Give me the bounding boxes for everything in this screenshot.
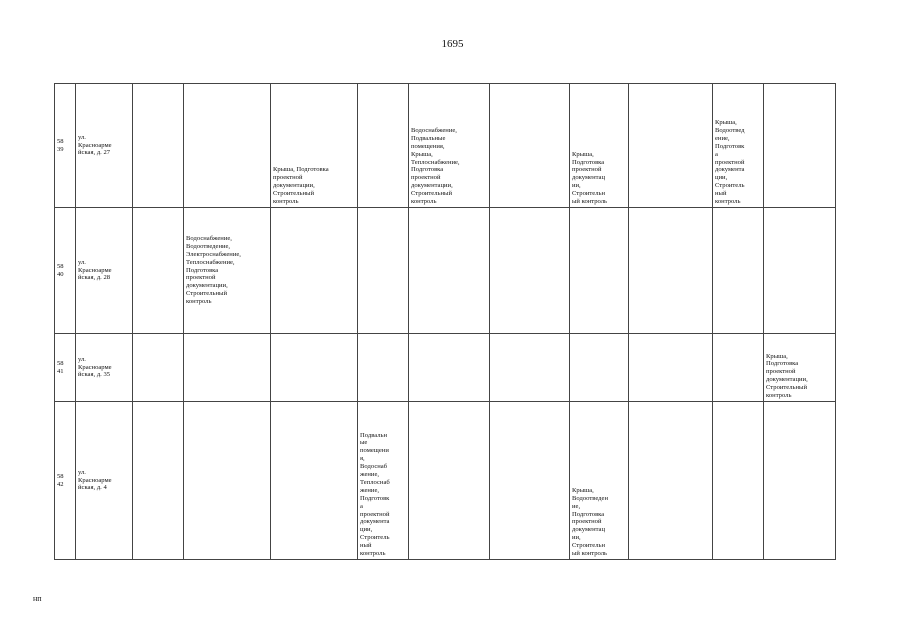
row-number: 58 42 (55, 402, 76, 560)
work-cell: Крыша, Подготовка проектной документац ии, Строительн ый контроль (570, 84, 629, 208)
row-number: 58 39 (55, 84, 76, 208)
work-cell (764, 208, 836, 334)
work-cell (358, 84, 409, 208)
table-row (55, 208, 836, 334)
work-cell (358, 208, 409, 334)
table-row (55, 334, 836, 402)
work-cell (133, 208, 184, 334)
work-cell (409, 208, 490, 334)
work-cell (184, 402, 271, 560)
work-cell (713, 208, 764, 334)
work-cell (271, 402, 358, 560)
footer-mark: нп (33, 594, 42, 603)
work-cell: Водоснабжение, Подвальные помещения, Крыша, Теплоснабжение, Подготовка проектной документации, Строительный контроль (409, 84, 490, 208)
address-cell: ул. Красноарме йская, д. 35 (76, 334, 133, 402)
row-number: 58 41 (55, 334, 76, 402)
work-cell (184, 334, 271, 402)
work-cell (713, 402, 764, 560)
row-number: 58 40 (55, 208, 76, 334)
work-cell (271, 208, 358, 334)
repair-schedule-table (54, 83, 836, 560)
work-cell (133, 334, 184, 402)
work-cell (184, 84, 271, 208)
work-cell (713, 334, 764, 402)
work-cell (764, 84, 836, 208)
address-cell: ул. Красноарме йская, д. 28 (76, 208, 133, 334)
work-cell (490, 402, 570, 560)
address-cell: ул. Красноарме йская, д. 4 (76, 402, 133, 560)
work-cell (490, 208, 570, 334)
work-cell: Подвальн ые помещени я, Водоснаб жение, Теплоснаб жение, Подготовк а проектной документа ции, Строитель ный контроль (358, 402, 409, 560)
work-cell (490, 84, 570, 208)
table-row (55, 402, 836, 560)
work-cell (570, 334, 629, 402)
work-cell (133, 402, 184, 560)
work-cell: Водоснабжение, Водоотведение, Электроснабжение, Теплоснабжение, Подготовка проектной документации, Строительный контроль (184, 208, 271, 334)
work-cell (409, 402, 490, 560)
work-cell (629, 208, 713, 334)
work-cell (629, 334, 713, 402)
work-cell (409, 334, 490, 402)
work-cell: Крыша, Водоотвед ение, Подготовк а проектной документа ции, Строитель ный контроль (713, 84, 764, 208)
work-cell (570, 208, 629, 334)
work-cell: Крыша, Водоотведен ие, Подготовка проектной документац ии, Строительн ый контроль (570, 402, 629, 560)
address-cell: ул. Красноарме йская, д. 27 (76, 84, 133, 208)
work-cell (358, 334, 409, 402)
table-row (55, 84, 836, 208)
work-cell: Крыша, Подготовка проектной документации, Строительный контроль (271, 84, 358, 208)
work-cell (629, 402, 713, 560)
work-cell: Крыша, Подготовка проектной документации, Строительный контроль (764, 334, 836, 402)
work-cell (133, 84, 184, 208)
work-cell (764, 402, 836, 560)
work-cell (490, 334, 570, 402)
work-cell (629, 84, 713, 208)
work-cell (271, 334, 358, 402)
page-number: 1695 (441, 38, 464, 50)
